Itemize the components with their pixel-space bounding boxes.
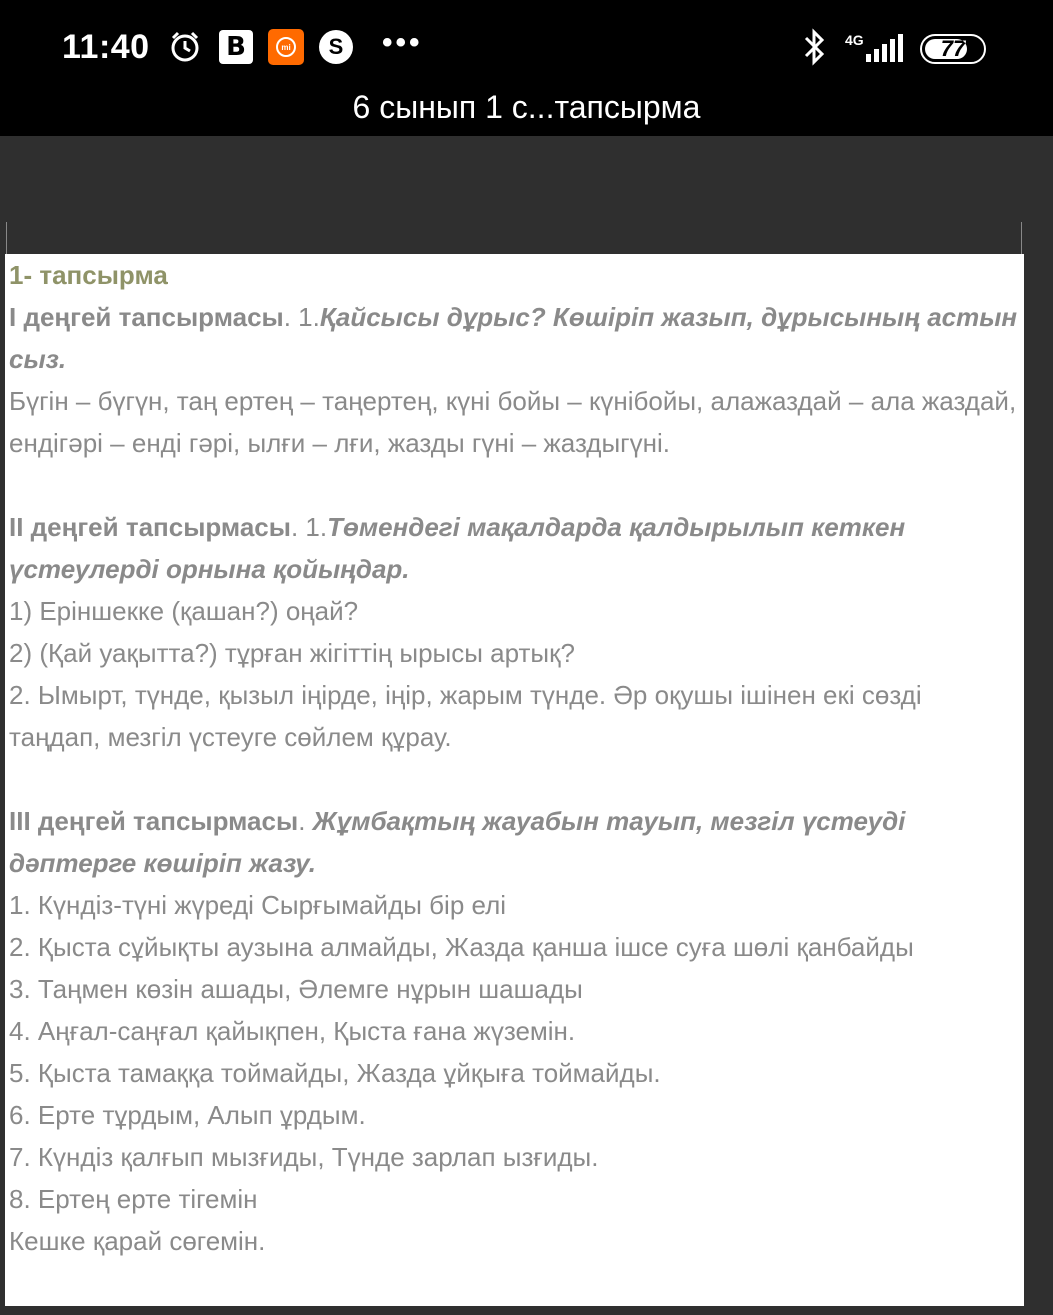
list-item: 4. Аңғал-саңғал қайықпен, Қыста ғана жүземін.	[9, 1016, 576, 1046]
level2-label: ІІ деңгей тапсырмасы	[9, 512, 291, 542]
signal-icon	[866, 34, 903, 62]
level1-task: Қайсысы дұрыс? Көшіріп жазып, дұрысының астын сыз.	[9, 302, 1018, 374]
list-item: 7. Күндіз қалғып мызғиды, Түнде зарлап ызғиды.	[9, 1142, 599, 1172]
alarm-icon	[168, 30, 202, 64]
list-item: 2) (Қай уақытта?) тұрған жігіттің ырысы артық?	[9, 638, 575, 668]
document-page[interactable]	[5, 254, 1024, 1306]
battery-level: 77	[940, 36, 966, 61]
list-item: 3. Таңмен көзін ашады, Әлемге нұрын шашады	[9, 974, 583, 1004]
level3-label: ІІІ деңгей тапсырмасы	[9, 806, 299, 836]
level3-paragraph	[9, 800, 1020, 884]
more-notifications-icon: •••	[382, 26, 423, 59]
level2-paragraph	[9, 506, 1020, 590]
level1-body: Бүгін – бүгүн, таң ертең – таңертең, күні бойы – күнібойы, алажаздай – ала жаздай, ендігәрі – енді гәрі, ылғи – лғи, жазды гүні – жаздыгүні.	[9, 386, 1017, 458]
network-type: 4G	[845, 32, 864, 48]
document-title[interactable]: 6 сынып 1 с...тапсырма	[352, 88, 701, 125]
list-item: 5. Қыста тамаққа тоймайды, Жазда ұйқыға тоймайды.	[9, 1058, 661, 1088]
document-content	[9, 254, 1020, 1262]
shazam-icon: S	[319, 30, 353, 64]
list-item: Кешке қарай сөгемін.	[9, 1226, 266, 1256]
bluetooth-icon	[800, 28, 828, 71]
list-item: 6. Ерте тұрдым, Алып ұрдым.	[9, 1100, 366, 1130]
mi-icon: mi	[268, 29, 304, 65]
level3-sep: .	[298, 806, 313, 836]
title-bar	[0, 78, 1053, 136]
level2-sep: . 1.	[290, 512, 328, 542]
battery-icon	[920, 34, 986, 64]
level3-task: Жұмбақтың жауабын тауып, мезгіл үстеуді дәптерге көшіріп жазу.	[9, 806, 906, 878]
level1-sep: . 1.	[283, 302, 320, 332]
clock: 11:40	[62, 28, 150, 66]
b-app-icon: B	[219, 30, 253, 64]
list-item: 1) Еріншекке (қашан?) оңай?	[9, 596, 359, 626]
level2-task: Төмендегі мақалдарда қалдырылып кеткен үстеулерді орнына қойыңдар.	[9, 512, 906, 584]
level1-label: І деңгей тапсырмасы	[9, 302, 284, 332]
level1-paragraph	[9, 296, 1020, 380]
list-item: 2. Қыста сұйықты аузына алмайды, Жазда қанша ішсе суға шөлі қанбайды	[9, 932, 914, 962]
list-item: 1. Күндіз-түні жүреді Сырғымайды бір елі	[9, 890, 507, 920]
list-item: 2. Ымырт, түнде, қызыл іңірде, іңір, жарым түнде. Әр оқушы ішінен екі сөзді таңдап, мезгіл үстеуге сөйлем құрау.	[9, 680, 922, 752]
doc-heading: 1- тапсырма	[9, 260, 168, 290]
page-frame	[6, 222, 1022, 254]
list-item: 8. Ертең ерте тігемін	[9, 1184, 258, 1214]
